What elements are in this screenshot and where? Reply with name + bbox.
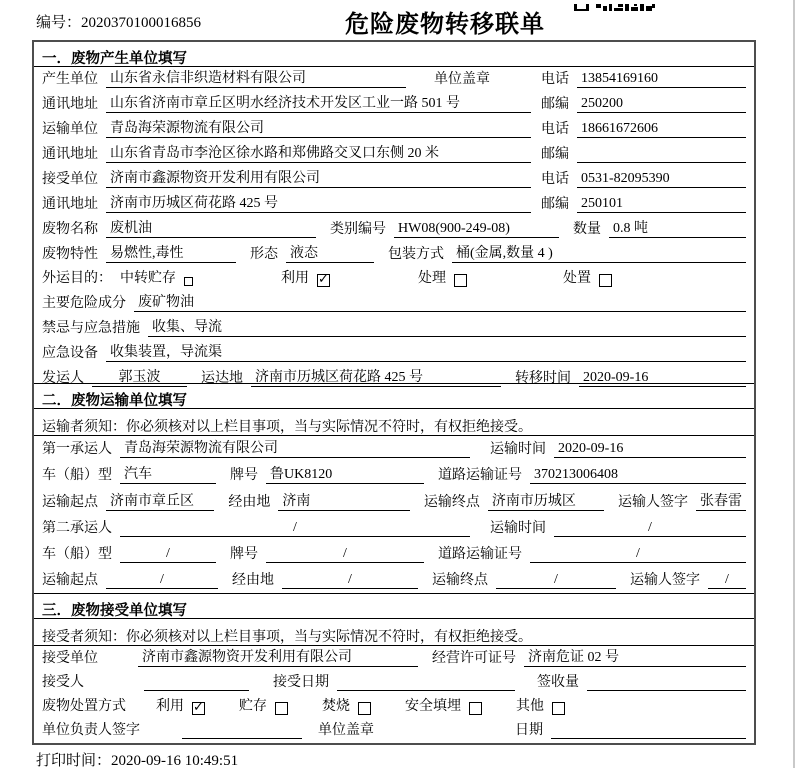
section-1-rows: [34, 67, 754, 391]
vehicle-type-label: 车（船）型: [42, 546, 112, 562]
page-right-edge-line: [793, 0, 795, 768]
section-2-header: 二．废物运输单位填写: [34, 384, 754, 409]
row-first-vehicle: [34, 462, 754, 488]
destination-value: 济南市历城区荷花路 425 号: [251, 366, 501, 387]
origin-value: 济南市章丘区: [106, 490, 214, 511]
category-value: HW08(900-249-08): [394, 221, 559, 238]
operating-license-value: 济南危证 02 号: [524, 646, 746, 667]
section-1-header: 一．废物产生单位填写: [34, 42, 754, 67]
section-producer: [34, 42, 754, 386]
row-producer-address: [34, 92, 754, 117]
carrier-sign-value: 张春雷: [696, 490, 746, 511]
transporter-label: 运输单位: [42, 122, 98, 137]
receiver-value: 济南市鑫源物资开发利用有限公司: [106, 167, 531, 188]
disposal-option-use-checkbox: [192, 702, 205, 715]
row-receiving-unit: [34, 646, 754, 671]
zip-column: [541, 143, 746, 163]
address-value: 山东省青岛市李沧区徐水路和郑佛路交叉口东侧 20 米: [106, 142, 531, 163]
purpose-option-dispose-checkbox: [599, 274, 612, 287]
accept-date-label: 接受日期: [273, 675, 329, 690]
responsible-sign-value: [182, 722, 302, 739]
address-label: 通讯地址: [42, 147, 98, 162]
first-carrier-value: 青岛海荣源物流有限公司: [120, 437, 470, 458]
row-waste-traits: [34, 242, 754, 267]
row-disposal-method: [34, 695, 754, 719]
packing-label: 包装方式: [388, 247, 444, 262]
transport-time-label: 运输时间: [490, 442, 546, 458]
row-transfer-purpose: [34, 267, 754, 291]
destination-label: 运达地: [201, 371, 243, 386]
section-2-rows: [34, 436, 754, 593]
zip-column: [541, 93, 746, 113]
phone-label: 电话: [541, 122, 569, 137]
plate-value: 鲁UK8120: [266, 463, 424, 484]
equipment-value: 收集装置，导流渠: [106, 341, 746, 362]
receipt-quantity-value: [587, 674, 746, 691]
second-carrier-value: /: [120, 520, 470, 537]
transport-time-value: 2020-09-16: [554, 441, 746, 458]
receiver-label: 接受单位: [42, 172, 98, 187]
transporter-notice: 运输者须知：你必须核对以上栏目事项，当与实际情况不符时，有权拒绝接受。: [34, 409, 754, 436]
section-receiver: [34, 593, 754, 743]
transport-time-value: /: [554, 520, 746, 537]
road-license-value: 370213006408: [530, 467, 746, 484]
zip-label: 邮编: [541, 97, 569, 112]
row-transporter: [34, 117, 754, 142]
operating-license-label: 经营许可证号: [432, 651, 516, 666]
origin-label: 运输起点: [42, 573, 98, 589]
purpose-option-treat-label: 处理: [418, 271, 446, 286]
address-value: 济南市历城区荷花路 425 号: [106, 192, 531, 213]
carrier-sign-label: 运输人签字: [630, 573, 700, 589]
via-value: /: [282, 572, 418, 589]
endpoint-value: 济南市历城区: [488, 490, 604, 511]
phone-column: [541, 68, 746, 88]
disposal-option-store-checkbox: [275, 702, 288, 715]
acceptor-value: [144, 674, 249, 691]
print-time: [36, 749, 238, 770]
address-label: 通讯地址: [42, 97, 98, 112]
disposal-option-use-label: 利用: [156, 699, 184, 714]
accept-date-value: [337, 674, 515, 691]
form-state-label: 形态: [250, 247, 278, 262]
phone-value: 0531-82095390: [577, 171, 746, 188]
origin-value: /: [106, 572, 218, 589]
manifest-table: [32, 40, 756, 745]
row-emergency-equipment: [34, 341, 754, 366]
row-receiver: [34, 167, 754, 192]
disposal-option-landfill-checkbox: [469, 702, 482, 715]
producer-label: 产生单位: [42, 72, 98, 87]
disposal-option-other-checkbox: [552, 702, 565, 715]
zip-value-empty: [577, 146, 746, 163]
row-waste-name: [34, 217, 754, 242]
row-second-vehicle: [34, 541, 754, 567]
disposal-option-landfill-label: 安全填埋: [405, 699, 461, 714]
form-title: 危险废物转移联单: [345, 11, 545, 38]
unit-seal-label: 单位盖章: [318, 723, 374, 738]
carrier-sign-value: /: [708, 572, 746, 589]
shipper-label: 发运人: [42, 371, 84, 386]
endpoint-label: 运输终点: [432, 573, 488, 589]
endpoint-label: 运输终点: [423, 494, 480, 510]
zip-value: 250101: [577, 196, 746, 213]
purpose-option-treat-checkbox: [454, 274, 467, 287]
row-responsible-signature: [34, 719, 754, 743]
receiving-unit-value: 济南市鑫源物资开发利用有限公司: [138, 646, 418, 667]
unit-seal-label: 单位盖章: [434, 72, 490, 87]
purpose-label: 外运目的：: [42, 271, 112, 286]
zip-column: [541, 193, 746, 213]
section-3-rows: [34, 646, 754, 743]
transporter-value: 青岛海荣源物流有限公司: [106, 117, 531, 138]
receipt-quantity-label: 签收量: [537, 675, 579, 690]
traits-label: 废物特性: [42, 247, 98, 262]
row-second-carrier: [34, 515, 754, 541]
producer-value: 山东省永信非织造材料有限公司: [106, 67, 406, 88]
phone-value: 13854169160: [577, 71, 746, 88]
via-value: 济南: [278, 490, 410, 511]
transport-time-label: 运输时间: [490, 520, 546, 536]
endpoint-value: /: [496, 572, 616, 589]
origin-label: 运输起点: [42, 494, 98, 510]
road-license-label: 道路运输证号: [438, 468, 522, 484]
traits-value: 易燃性,毒性: [106, 242, 236, 263]
row-hazard-component: [34, 291, 754, 316]
plate-label: 牌号: [230, 468, 258, 484]
acceptor-label: 接受人: [42, 675, 84, 690]
road-license-value: /: [530, 546, 746, 563]
first-carrier-label: 第一承运人: [42, 442, 112, 458]
address-value: 山东省济南市章丘区明水经济技术开发区工业一路 501 号: [106, 92, 531, 113]
purpose-option-storage-label: 中转贮存: [120, 271, 176, 286]
purpose-option-dispose-label: 处置: [563, 271, 591, 286]
category-label: 类别编号: [330, 222, 386, 237]
print-time-label: 打印时间：: [36, 753, 112, 769]
taboo-value: 收集、导流: [148, 316, 746, 337]
disposal-option-burn-label: 焚烧: [322, 699, 350, 714]
hazard-label: 主要危险成分: [42, 296, 126, 311]
plate-label: 牌号: [230, 546, 258, 562]
row-first-route: [34, 488, 754, 514]
section-transporter: [34, 383, 754, 593]
vehicle-type-value: /: [120, 546, 216, 563]
row-second-route: [34, 567, 754, 593]
phone-column: [541, 168, 746, 188]
zip-label: 邮编: [541, 147, 569, 162]
road-license-label: 道路运输证号: [438, 546, 522, 562]
disposal-option-other-label: 其他: [516, 699, 544, 714]
hazard-value: 废矿物油: [134, 291, 746, 312]
purpose-option-use-checkbox: [317, 274, 330, 287]
via-label: 经由地: [228, 494, 271, 510]
zip-label: 邮编: [541, 197, 569, 212]
purpose-option-storage-checkbox: [184, 277, 193, 286]
carrier-sign-label: 运输人签字: [618, 494, 688, 510]
transfer-date-value: 2020-09-16: [579, 370, 746, 387]
form-state-value: 液态: [286, 242, 374, 263]
disposal-option-store-label: 贮存: [239, 699, 267, 714]
purpose-option-use-label: 利用: [281, 271, 309, 286]
via-label: 经由地: [232, 573, 274, 589]
address-label: 通讯地址: [42, 197, 98, 212]
section-3-header: 三．废物接受单位填写: [34, 594, 754, 619]
second-carrier-label: 第二承运人: [42, 520, 112, 536]
receiver-notice: 接受者须知：你必须核对以上栏目事项，当与实际情况不符时，有权拒绝接受。: [34, 619, 754, 646]
equipment-label: 应急设备: [42, 346, 98, 361]
row-producer: [34, 67, 754, 92]
phone-value: 18661672606: [577, 121, 746, 138]
qr-code-partial-icon: [574, 0, 656, 9]
date-value: [551, 722, 746, 739]
serial-label: 编号：: [36, 15, 82, 31]
vehicle-type-label: 车（船）型: [42, 468, 112, 484]
row-receiver-address: [34, 192, 754, 217]
phone-column: [541, 118, 746, 138]
responsible-sign-label: 单位负责人签字: [42, 723, 140, 738]
phone-label: 电话: [541, 172, 569, 187]
packing-value: 桶(金属,数量 4 ): [452, 242, 746, 263]
disposal-method-label: 废物处置方式: [42, 699, 126, 714]
date-label: 日期: [515, 723, 543, 738]
row-acceptor: [34, 671, 754, 695]
plate-value: /: [266, 546, 424, 563]
zip-value: 250200: [577, 96, 746, 113]
row-first-carrier: [34, 436, 754, 462]
row-transporter-address: [34, 142, 754, 167]
transfer-date-label: 转移时间: [515, 371, 571, 386]
receiving-unit-label: 接受单位: [42, 651, 98, 666]
taboo-label: 禁忌与应急措施: [42, 321, 140, 336]
waste-name-label: 废物名称: [42, 222, 98, 237]
phone-label: 电话: [541, 72, 569, 87]
disposal-option-burn-checkbox: [358, 702, 371, 715]
quantity-label: 数量: [573, 222, 601, 237]
quantity-value: 0.8 吨: [609, 217, 746, 238]
waste-name-value: 废机油: [106, 217, 316, 238]
vehicle-type-value: 汽车: [120, 463, 216, 484]
print-time-value: 2020-09-16 10:49:51: [111, 753, 239, 769]
shipper-value: 郭玉波: [92, 366, 187, 387]
row-taboo-measures: [34, 316, 754, 341]
serial-value: 2020370100016856: [81, 15, 202, 31]
